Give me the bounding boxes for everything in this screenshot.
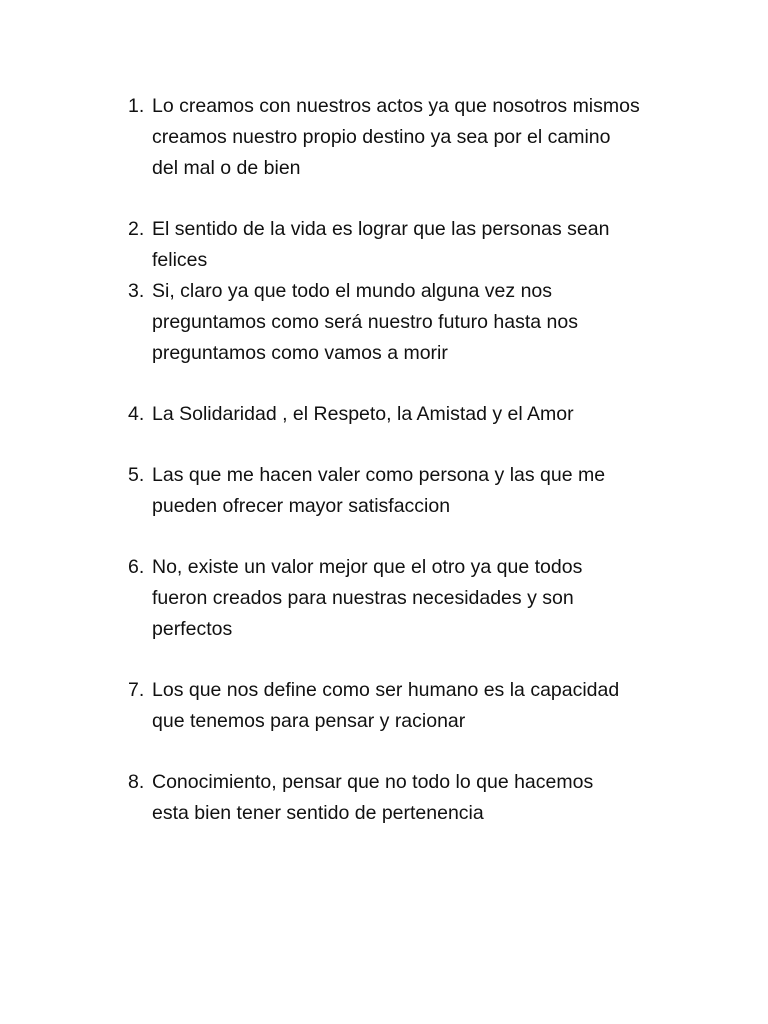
item-text: Lo creamos con nuestros actos ya que nosotros mismos creamos nuestro propio destino ya sea por el camino del mal o de bien (152, 95, 640, 179)
list-item (128, 767, 688, 829)
list-item (128, 214, 688, 276)
item-number: 4. (128, 403, 145, 425)
item-text: Conocimiento, pensar que no todo lo que hacemos esta bien tener sentido de pertenencia (152, 771, 594, 824)
item-number: 6. (128, 556, 145, 578)
item-text: La Solidaridad , el Respeto, la Amistad y el Amor (152, 403, 574, 425)
item-number: 1. (128, 95, 145, 117)
item-number: 8. (128, 771, 145, 793)
item-text: No, existe un valor mejor que el otro ya que todos fueron creados para nuestras necesidades y son perfectos (152, 556, 583, 640)
item-text: Si, claro ya que todo el mundo alguna vez nos preguntamos como será nuestro futuro hasta nos preguntamos como vamos a morir (152, 280, 578, 364)
list-item (128, 276, 688, 369)
list-item (128, 91, 688, 184)
item-text: Las que me hacen valer como persona y las que me pueden ofrecer mayor satisfaccion (152, 464, 606, 517)
item-number: 7. (128, 679, 145, 701)
item-number: 3. (128, 280, 145, 302)
item-text: Los que nos define como ser humano es la capacidad que tenemos para pensar y racionar (152, 679, 620, 732)
answer-list (128, 91, 688, 829)
item-number: 5. (128, 464, 145, 486)
list-item (128, 399, 688, 430)
list-item (128, 675, 688, 737)
item-text: El sentido de la vida es lograr que las personas sean felices (152, 218, 610, 271)
list-item (128, 460, 688, 522)
list-item (128, 552, 688, 645)
item-number: 2. (128, 218, 145, 240)
